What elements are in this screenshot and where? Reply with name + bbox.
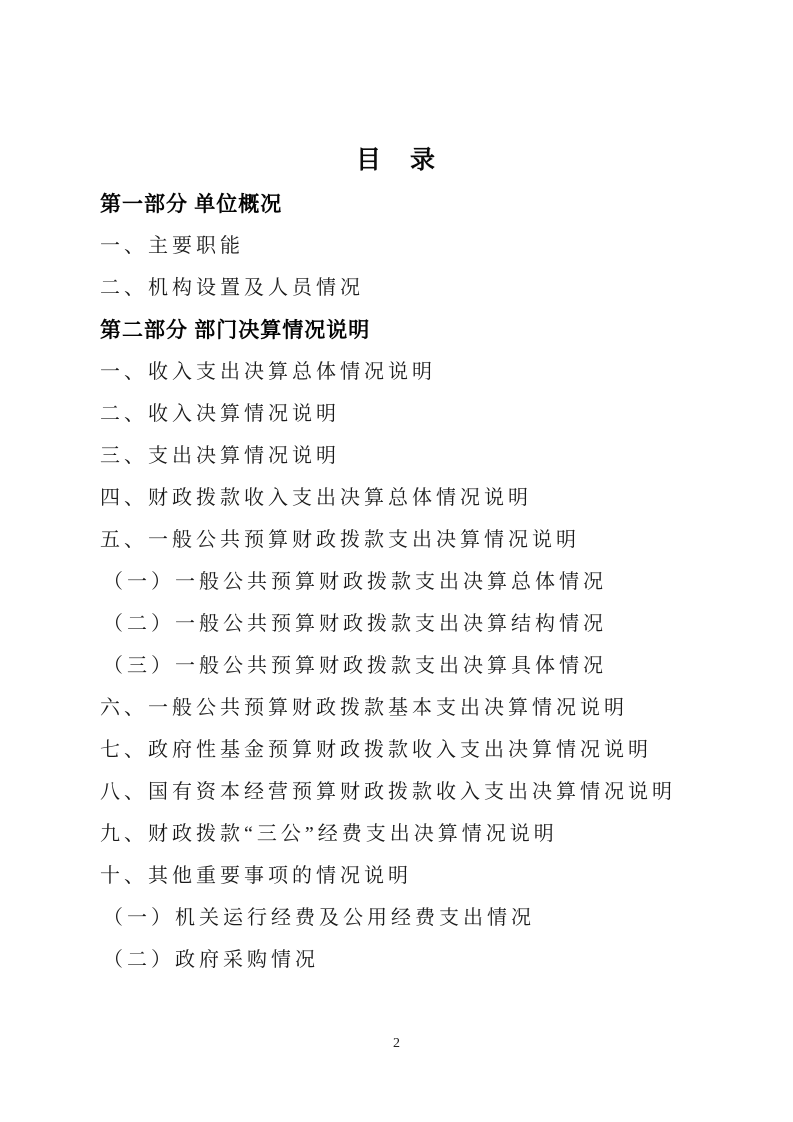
toc-item: 十、其他重要事项的情况说明 — [100, 865, 412, 887]
toc-item: 一、主要职能 — [100, 235, 244, 257]
toc-section-heading: 第一部分 单位概况 — [100, 192, 283, 216]
page-title: 目 录 — [355, 147, 437, 174]
toc-subitem: （一）一般公共预算财政拨款支出决算总体情况 — [103, 571, 607, 593]
toc-item: 九、财政拨款“三公”经费支出决算情况说明 — [100, 823, 558, 845]
table-of-contents — [100, 146, 693, 981]
toc-subitem: （一）机关运行经费及公用经费支出情况 — [103, 907, 535, 929]
toc-subitem: （二）政府采购情况 — [103, 949, 319, 971]
page-number: 2 — [393, 1036, 400, 1051]
toc-item: 八、国有资本经营预算财政拨款收入支出决算情况说明 — [100, 781, 676, 803]
toc-subitem: （二）一般公共预算财政拨款支出决算结构情况 — [103, 613, 607, 635]
toc-item: 七、政府性基金预算财政拨款收入支出决算情况说明 — [100, 739, 652, 761]
toc-section-heading: 第二部分 部门决算情况说明 — [100, 318, 371, 342]
toc-item: 五、一般公共预算财政拨款支出决算情况说明 — [100, 529, 580, 551]
toc-item: 二、收入决算情况说明 — [100, 403, 340, 425]
toc-item: 六、一般公共预算财政拨款基本支出决算情况说明 — [100, 697, 628, 719]
toc-item: 二、机构设置及人员情况 — [100, 277, 364, 299]
toc-item: 四、财政拨款收入支出决算总体情况说明 — [100, 487, 532, 509]
toc-item: 三、支出决算情况说明 — [100, 445, 340, 467]
toc-item: 一、收入支出决算总体情况说明 — [100, 361, 436, 383]
toc-subitem: （三）一般公共预算财政拨款支出决算具体情况 — [103, 655, 607, 677]
